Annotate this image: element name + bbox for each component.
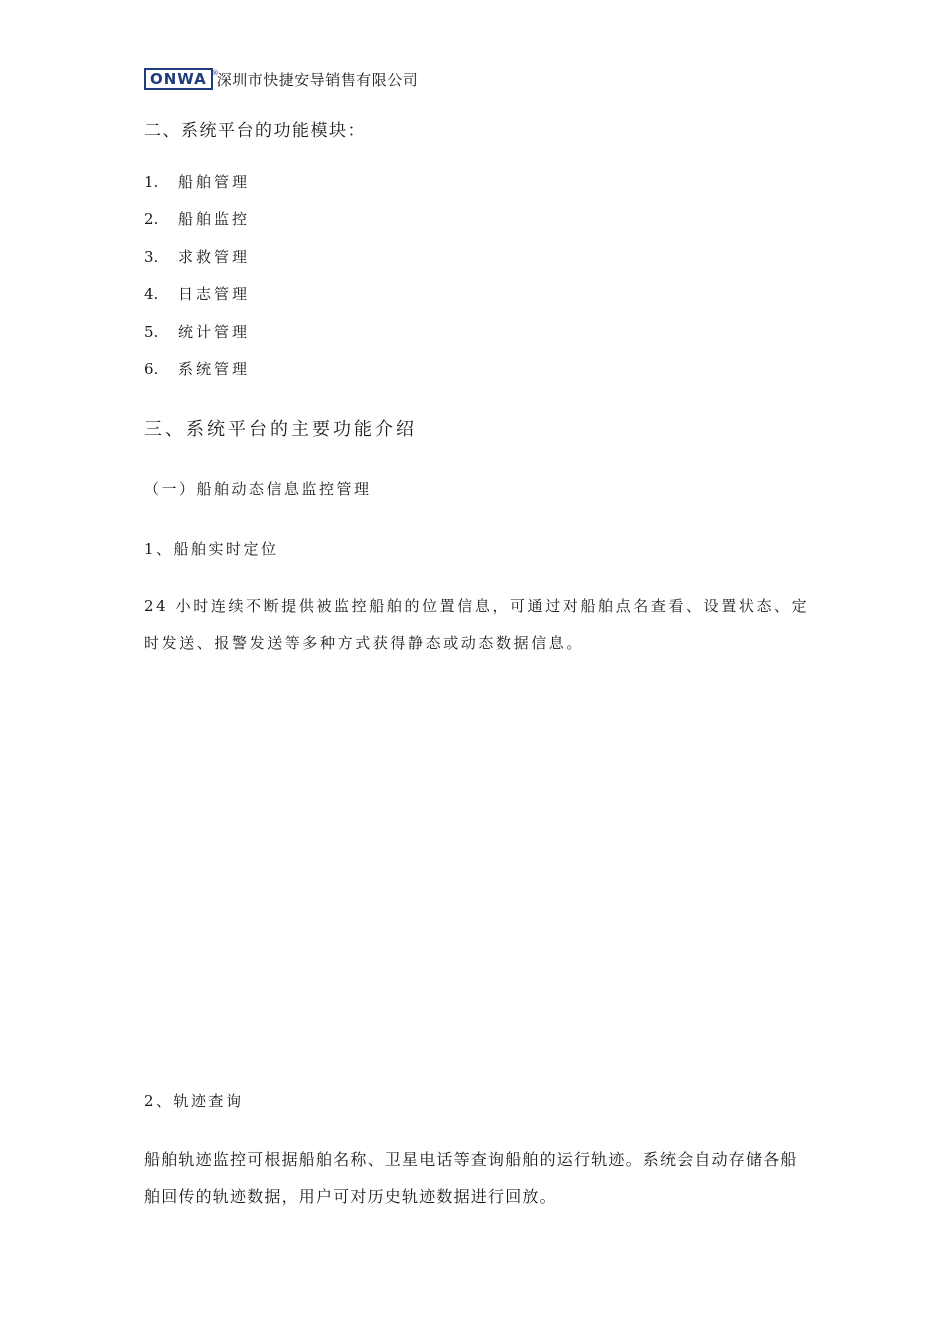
list-item — [144, 246, 250, 267]
list-item — [144, 171, 250, 192]
topic-2-title: 2、轨迹查询 — [144, 1092, 244, 1110]
section-3-title: 三、系统平台的主要功能介绍 — [144, 419, 417, 440]
list-item-label: 船舶管理 — [178, 173, 251, 191]
list-item-label: 统计管理 — [178, 323, 251, 341]
topic-2-paragraph: 船舶轨迹监控可根据船舶名称、卫星电话等查询船舶的运行轨迹。系统会自动存储各船舶回传的轨迹数据，用户可对历史轨迹数据进行回放。 — [144, 1150, 798, 1206]
list-item-number: 6. — [144, 360, 159, 378]
list-item-number: 3. — [144, 248, 159, 266]
registered-mark: ® — [211, 69, 219, 77]
section-2-title: 二、系统平台的功能模块： — [144, 121, 366, 141]
list-item — [144, 283, 250, 304]
logo-text: ONWA — [150, 70, 207, 88]
subsection-title: （一）船舶动态信息监控管理 — [144, 480, 372, 498]
list-item-label: 求救管理 — [178, 248, 251, 266]
list-item — [144, 321, 250, 342]
list-item — [144, 208, 250, 229]
list-item-number: 2. — [144, 210, 159, 228]
list-item-number: 4. — [144, 285, 159, 303]
list-item-number: 1. — [144, 173, 159, 191]
list-item-label: 系统管理 — [178, 360, 251, 378]
topic-1-paragraph: 24 小时连续不断提供被监控船舶的位置信息，可通过对船舶点名查看、设置状态、定时发送、报警发送等多种方式获得静态或动态数据信息。 — [144, 597, 810, 652]
onwa-logo — [144, 68, 219, 90]
company-name: 深圳市快捷安导销售有限公司 — [216, 70, 419, 89]
list-item-label: 船舶监控 — [178, 210, 251, 228]
list-item-number: 5. — [144, 323, 159, 341]
list-item-label: 日志管理 — [178, 285, 251, 303]
page-header — [144, 68, 418, 90]
list-item — [144, 358, 250, 379]
topic-1-title: 1、船舶实时定位 — [144, 540, 279, 558]
